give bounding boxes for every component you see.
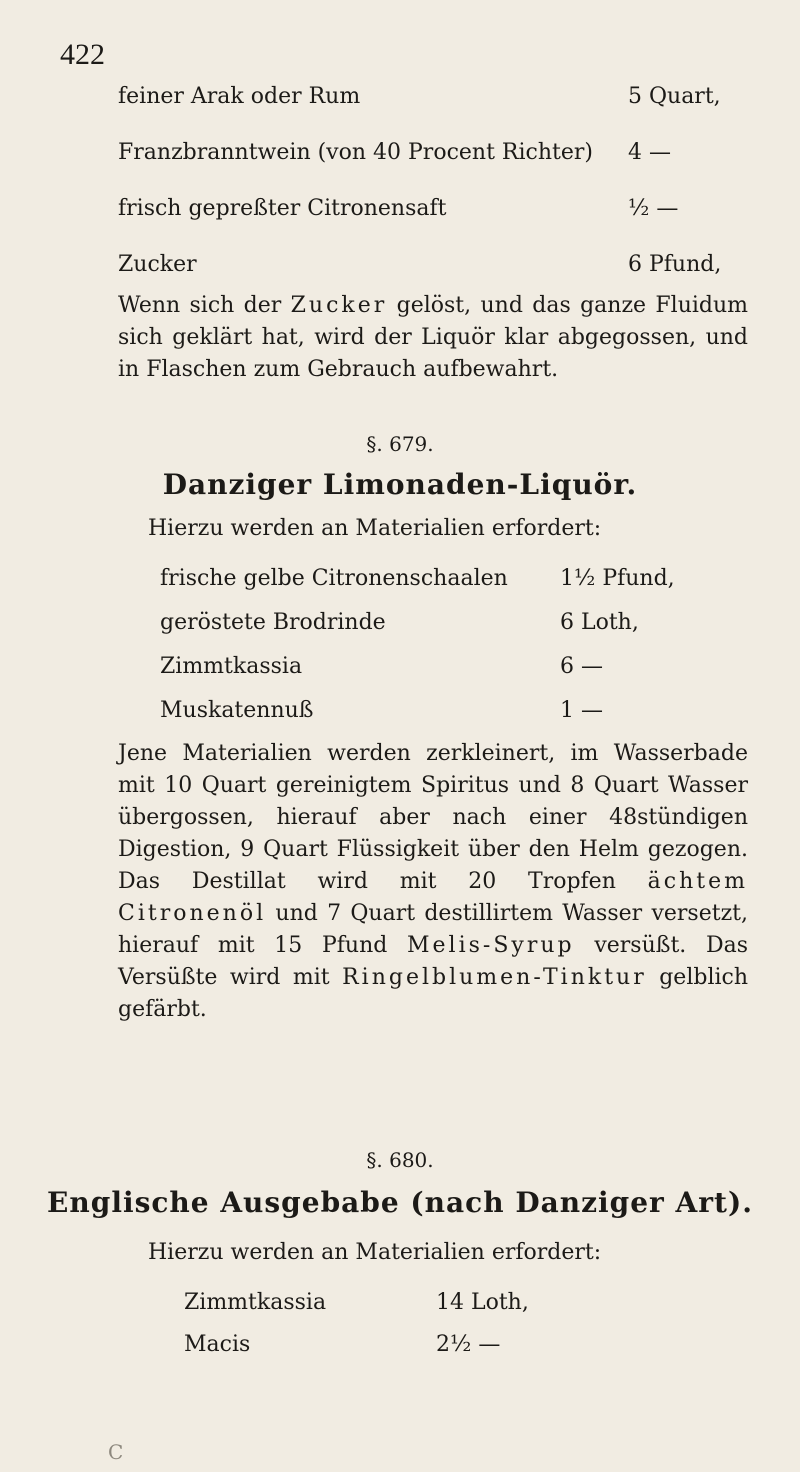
section-number: §. 680.	[366, 1148, 434, 1172]
ingredient-name: geröstete Brodrinde	[160, 610, 386, 635]
recipe-title: Englische Ausgebabe (nach Danziger Art).	[47, 1186, 753, 1219]
ingredient-name: frische gelbe Citronenschaalen	[160, 566, 508, 591]
section-number: §. 679.	[366, 432, 434, 456]
ingredient-name: Macis	[184, 1332, 251, 1357]
ingredient-quantity: 2½ —	[436, 1332, 501, 1357]
ingredient-quantity: 14 Loth,	[436, 1290, 529, 1315]
ingredient-quantity: 5 Quart,	[628, 84, 721, 109]
ingredient-name: Zimmtkassia	[184, 1290, 327, 1315]
materials-intro: Hierzu werden an Materialien erfordert:	[148, 516, 602, 541]
page-number: 422	[60, 38, 105, 71]
ingredient-name: Muskatennuß	[160, 698, 314, 723]
ingredient-name: Franzbranntwein (von 40 Procent Richter)	[118, 140, 593, 165]
ingredient-quantity: 1½ Pfund,	[560, 566, 675, 591]
ingredient-quantity: 4 —	[628, 140, 671, 165]
recipe-title: Danziger Limonaden-Liquör.	[162, 468, 638, 501]
ingredient-quantity: 1 —	[560, 698, 603, 723]
materials-intro: Hierzu werden an Materialien erfordert:	[148, 1240, 602, 1265]
instruction-paragraph: Jene Materialien werden zerkleinert, im Wasserbade mit 10 Quart gereinigtem Spiritus und 8 Quart Wasser übergossen, hierauf aber nach einer 48stündigen Digestion, 9 Quart Flüssigkeit über den Helm gezogen. Das Destillat wird mit 20 Tropfen ächtem Citronenöl und 7 Quart destillirtem Wasser versetzt, hierauf mit 15 Pfund Melis-Syrup versüßt. Das Versüßte wird mit Ringelblumen-Tinktur gelblich gefärbt.	[118, 741, 749, 1022]
ingredient-quantity: 6 Loth,	[560, 610, 639, 635]
ingredient-name: frisch gepreßter Citronensaft	[118, 196, 447, 221]
instruction-paragraph: Wenn sich der Zucker gelöst, und das ganze Fluidum sich geklärt hat, wird der Liquör klar abgegossen, und in Flaschen zum Gebrauch aufbewahrt.	[118, 293, 749, 382]
ingredient-name: feiner Arak oder Rum	[118, 84, 361, 109]
signature-mark: C	[108, 1440, 124, 1464]
ingredient-quantity: 6 —	[560, 654, 603, 679]
ingredient-name: Zimmtkassia	[160, 654, 303, 679]
ingredient-quantity: 6 Pfund,	[628, 252, 722, 277]
ingredient-quantity: ½ —	[628, 196, 679, 221]
ingredient-name: Zucker	[118, 252, 197, 277]
